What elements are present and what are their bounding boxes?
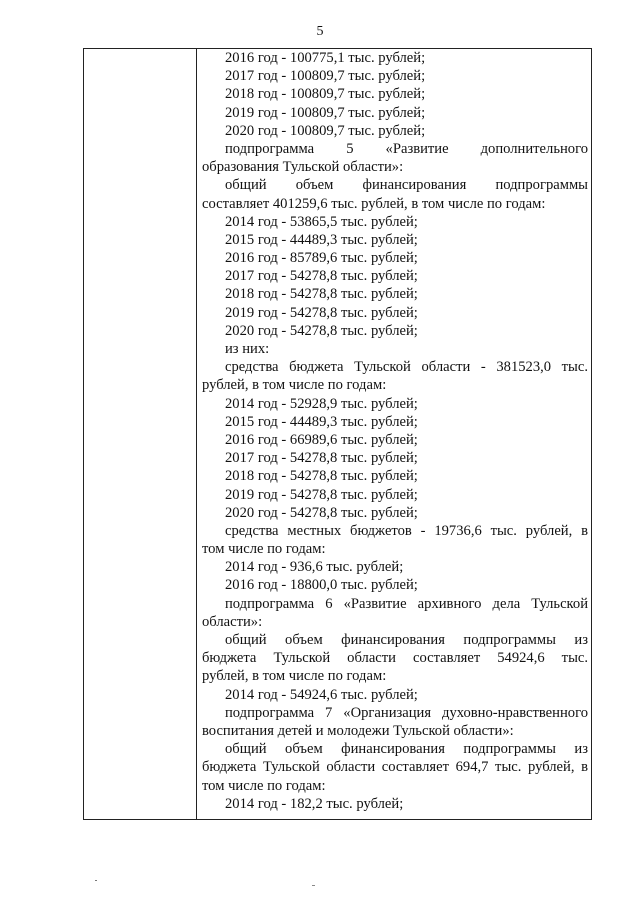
text-line: 2014 год - 54924,6 тыс. рублей; xyxy=(225,686,418,703)
text-line: 2014 год - 936,6 тыс. рублей; xyxy=(225,559,404,576)
text-line: подпрограмма 7 «Организация духовно-нравственного xyxy=(225,704,588,721)
text-line: средства местных бюджетов - 19736,6 тыс. рублей, в xyxy=(225,522,588,539)
text-line: общий объем финансирования подпрограммы xyxy=(225,177,588,194)
text-line: области»: xyxy=(202,613,263,630)
scan-artifact xyxy=(95,880,97,881)
text-line: 2017 год - 54278,8 тыс. рублей; xyxy=(225,450,418,467)
text-line: общий объем финансирования подпрограммы из xyxy=(225,741,588,758)
text-line: рублей, в том числе по годам: xyxy=(202,668,387,685)
text-line: 2020 год - 54278,8 тыс. рублей; xyxy=(225,322,418,339)
text-line: 2019 год - 54278,8 тыс. рублей; xyxy=(225,304,418,321)
text-line: 2019 год - 54278,8 тыс. рублей; xyxy=(225,486,418,503)
text-line: общий объем финансирования подпрограммы из xyxy=(225,632,588,648)
text-line: 2014 год - 52928,9 тыс. рублей; xyxy=(225,395,418,412)
text-line: 2017 год - 100809,7 тыс. рублей; xyxy=(225,68,426,85)
text-line: средства бюджета Тульской области - 381523,0 тыс. xyxy=(225,359,588,376)
text-line: 2014 год - 182,2 тыс. рублей; xyxy=(225,795,404,812)
text-line: том числе по годам: xyxy=(202,541,326,558)
text-line: подпрограмма 6 «Развитие архивного дела Тульской xyxy=(225,595,588,612)
table-right-cell xyxy=(202,49,588,813)
text-line: 2015 год - 44489,3 тыс. рублей; xyxy=(225,413,418,430)
text-line: 2016 год - 66989,6 тыс. рублей; xyxy=(225,431,418,448)
text-line: 2018 год - 54278,8 тыс. рублей; xyxy=(225,468,418,485)
text-line: 2019 год - 100809,7 тыс. рублей; xyxy=(225,104,426,121)
financing-table xyxy=(83,48,592,820)
text-line: 2018 год - 54278,8 тыс. рублей; xyxy=(225,286,418,303)
text-line: бюджета Тульской области составляет 54924,6 тыс. xyxy=(202,650,588,667)
text-line: 2016 год - 100775,1 тыс. рублей; xyxy=(225,50,426,66)
text-line: 2014 год - 53865,5 тыс. рублей; xyxy=(225,213,418,230)
text-line: 2018 год - 100809,7 тыс. рублей; xyxy=(225,86,426,103)
text-line: из них: xyxy=(225,341,270,357)
text-line: подпрограмма 5 «Развитие дополнительного xyxy=(225,140,588,157)
scan-artifact xyxy=(312,885,315,886)
text-line: бюджета Тульской области составляет 694,7 тыс. рублей, в xyxy=(202,759,588,776)
text-line: образования Тульской области»: xyxy=(202,159,404,176)
text-line: 2016 год - 85789,6 тыс. рублей; xyxy=(225,250,418,267)
column-divider xyxy=(196,49,197,819)
text-line: 2020 год - 100809,7 тыс. рублей; xyxy=(225,122,426,139)
page-number: 5 xyxy=(316,24,324,39)
text-line: воспитания детей и молодежи Тульской области»: xyxy=(202,722,514,739)
text-line: рублей, в том числе по годам: xyxy=(202,377,387,394)
text-line: 2015 год - 44489,3 тыс. рублей; xyxy=(225,231,418,248)
text-line: составляет 401259,6 тыс. рублей, в том числе по годам: xyxy=(202,195,546,212)
text-line: 2016 год - 18800,0 тыс. рублей; xyxy=(225,577,418,594)
text-line: том числе по годам: xyxy=(202,777,326,794)
text-line: 2017 год - 54278,8 тыс. рублей; xyxy=(225,268,418,285)
text-line: 2020 год - 54278,8 тыс. рублей; xyxy=(225,504,418,521)
